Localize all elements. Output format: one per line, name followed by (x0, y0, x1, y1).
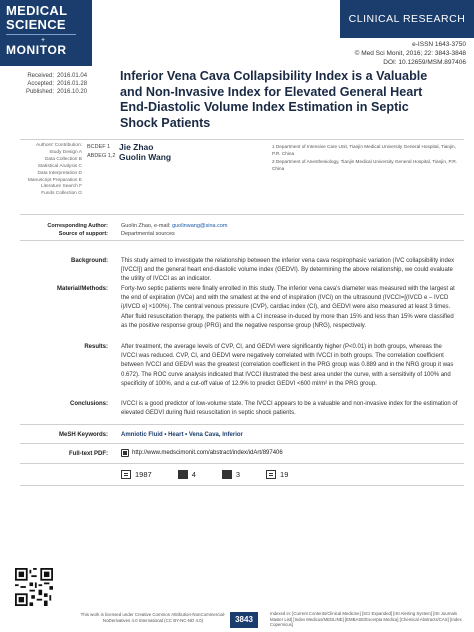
results-text: After treatment, the average levels of CVP, CI, and GEDVI were significantly higher (P<0.01) in both groups, whereas the IVCCI was reduced. CVP, CI, and GEDVI were negatively correlated with IVCCI in both groups. The correlation coefficient between IVCCI and GEDVI was the greatest (correlation coefficient in the PRG group was 0.889 and in the NRG group it was 0.672). The ROC curve analysis indicated that IVCCI illustrated the best area under the curve, with a sensitivity of 100% and specificity of 100%, and a cut-off value of 12.9% to predict GEDVI <600 ml/m² in the PRG group. (121, 344, 454, 387)
support-label: Source of support: (58, 231, 108, 237)
author-names (119, 142, 171, 162)
logo-text-science: SCIENCE (6, 17, 66, 32)
fulltext-label: Full-text PDF: (69, 451, 108, 457)
license-text: This work is licensed under Creative Common Attribution-NonCommercial-NoDerivatives 4.0 International (CC BY-NC-ND 4.0) (80, 612, 226, 623)
article-stats (121, 470, 314, 479)
figure-icon (222, 470, 232, 479)
results-label: Results: (84, 344, 108, 350)
author-name: Jie Zhao (119, 142, 154, 152)
qr-code-icon[interactable] (15, 568, 53, 606)
mesh-keywords[interactable]: Amniotic Fluid • Heart • Vena Cava, Inferior (121, 432, 243, 438)
methods-text: Forty-two septic patients were finally enrolled in this study. The inferior vena cava's diameter was measured with the largest at the end of expiration (IVCe) and with the smallest at the end of inspiration (IVCi) on the ultrasound (IVCCI=[(IVCD e – IVCD i)/IVCD e] ×100%). The central venous pressure (CVP), cardiac index (CI), and GEDVI were also measured at least 3 times. After fluid resuscitation therapy, the patients with a CI increase in-duced by more than 15% and less than 15% were classified as the positive response group (PRG) and the negative response group (NRG), respectively. (121, 286, 455, 329)
article-dates (24, 72, 87, 96)
document-icon (121, 470, 131, 479)
divider (20, 214, 464, 215)
logo-divider (6, 34, 76, 35)
divider (20, 485, 464, 486)
divider (20, 240, 464, 241)
copyright: © Med Sci Monit, 2016; 22: 3843-3848 (354, 50, 466, 57)
fulltext-url[interactable]: http://www.medscimonit.com/abstract/index/idArt/897406 (132, 450, 283, 456)
journal-meta (355, 40, 466, 67)
email-link[interactable]: guolinwang@sina.com (172, 223, 228, 229)
section-badge: CLINICAL RESEARCH (340, 0, 474, 38)
accepted-date: Accepted: 2016.01.28 (27, 81, 88, 87)
author-affiliations: 1 Department of Intensive Care Unit, Tianjin Medical University General Hospital, Tianjin, P.R. China 2 Department of Anesthesiology, Tianjin Medical University General Hospital, Tianjin, P.R. China (272, 144, 458, 171)
corresponding-label: Corresponding Author: (47, 223, 108, 229)
doi[interactable]: DOI: 10.12659/MSM.897406 (383, 59, 466, 66)
eissn: e-ISSN 1643-3750 (412, 41, 466, 48)
corresponding-value: Guolin Zhao, e-mail: guolinwang@sina.com (121, 223, 228, 229)
logo-plus: + (40, 37, 46, 44)
divider (20, 424, 464, 425)
stat-references: 19 (266, 470, 288, 479)
methods-label: Material/Methods: (56, 286, 108, 292)
journal-header (0, 0, 474, 68)
table-icon (178, 470, 188, 479)
journal-logo[interactable] (0, 0, 92, 66)
fulltext-link[interactable] (121, 449, 283, 457)
conclusions-label: Conclusions: (69, 401, 108, 407)
background-label: Background: (70, 258, 108, 264)
divider (20, 139, 464, 140)
mesh-label: MeSH Keywords: (58, 432, 108, 438)
support-value: Departmental sources (121, 231, 175, 237)
divider (20, 463, 464, 464)
author-codes: BCDEF 1 ABDEG 1,2 (87, 144, 116, 159)
stat-figures: 3 (222, 470, 240, 479)
page-number: 3843 (230, 612, 258, 628)
conclusions-text: IVCCI is a good predictor of low-volume state. The IVCCI appears to be a valuable and non-invasive index for the estimation of elevated GEDVI during fluid resuscitation in septic shock patients. (121, 401, 458, 417)
logo-text-medical: MEDICAL (6, 3, 68, 18)
author-contributions: Authors' Contribution: Study Design A Data Collection B Statistical Analysis C Data Interpretation D Manuscript Preparation E Literature Search F Funds Collection G (27, 143, 82, 197)
divider (20, 443, 464, 444)
author-name: Guolin Wang (119, 152, 172, 162)
stat-words: 1987 (121, 470, 152, 479)
published-date: Published: 2016.10.20 (25, 89, 88, 95)
article-title: Inferior Vena Cava Collapsibility Index is a Valuable and Non-Invasive Index for Elevated General Heart End-Diastolic Volume Index Estimation in Septic Shock Patients (120, 69, 428, 130)
background-text: This study aimed to investigate the relationship between the inferior vena cava respirophasic variation (IVC collapsibility index [IVCCI]) and the general heart end-diastolic volume index (GEDVI). By determining the above relationship, we could evaluate the utility of IVCCI as an indicator. (121, 258, 455, 283)
stat-tables: 4 (178, 470, 196, 479)
received-date: Received: 2016.01.04 (27, 73, 88, 79)
link-icon (121, 449, 129, 457)
indexing-text: Indexed in: [Current Contents/Clinical Medicine] [SCI Expanded] [ISI Alerting System] [ISI Journals Master List] [Index Medicus/MEDLINE] [EMBASE/Excerpta Medica] [Chemical Abstracts/CAS] [Index Copernicus] (270, 611, 462, 627)
references-icon (266, 470, 276, 479)
logo-text-monitor: MONITOR (6, 43, 67, 57)
